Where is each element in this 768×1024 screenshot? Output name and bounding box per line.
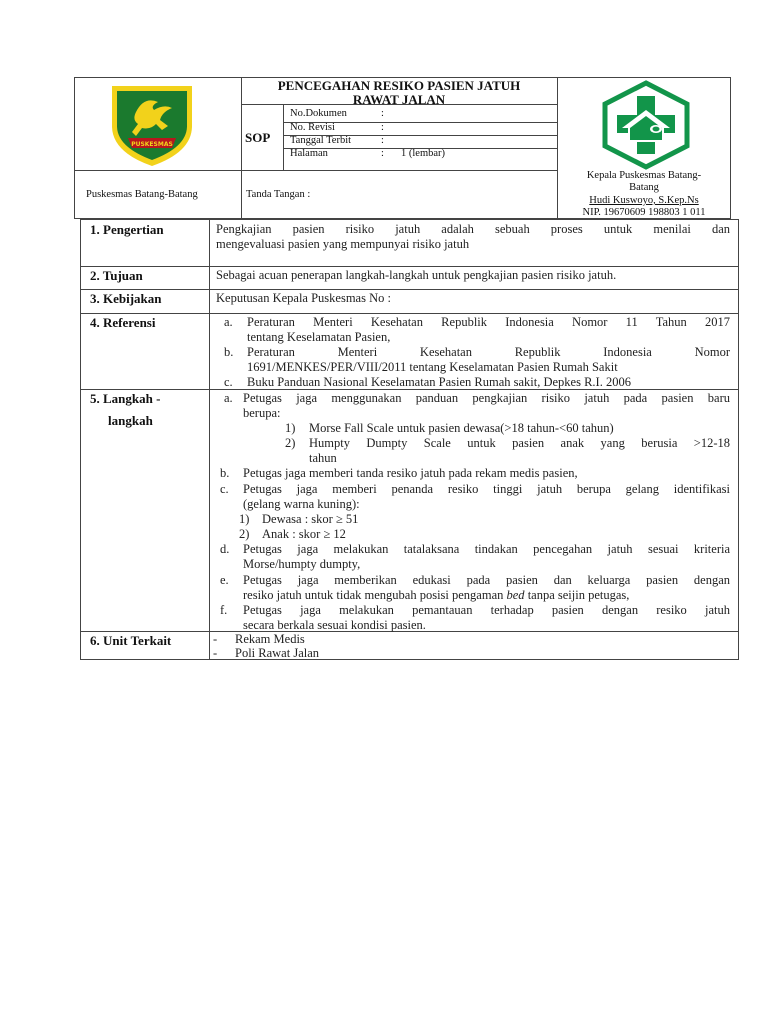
langkah-sub-marker: 2) bbox=[239, 527, 250, 541]
langkah-line: (gelang warna kuning): bbox=[243, 497, 360, 511]
document-title-line2: RAWAT JALAN bbox=[352, 92, 446, 107]
referensi-item-line: Peraturan Menteri Kesehatan Republik Indonesia Nomor 11 Tahun 2017 bbox=[247, 315, 730, 329]
langkah-marker: d. bbox=[220, 542, 230, 556]
referensi-marker: c. bbox=[224, 375, 233, 389]
unit-marker: - bbox=[213, 632, 218, 646]
head-title-line1: Kepala Puskesmas Batang- bbox=[586, 170, 702, 181]
langkah-sub-line: Dewasa : skor ≥ 51 bbox=[262, 512, 359, 526]
langkah-line bbox=[243, 588, 629, 603]
pengertian-line: mengevaluasi pasien yang mempunyai risiko jatuh bbox=[216, 237, 470, 251]
referensi-item-line: Buku Panduan Nasional Keselamatan Pasien Rumah sakit, Depkes R.I. 2006 bbox=[247, 375, 631, 389]
langkah-line: berupa: bbox=[243, 406, 281, 420]
signature-label: Tanda Tangan : bbox=[246, 189, 311, 200]
langkah-line-part: tanpa seijin petugas, bbox=[524, 588, 630, 602]
langkah-line: Petugas jaga memberi penanda resiko tinggi jatuh berupa gelang identifikasi bbox=[243, 482, 730, 496]
svg-text:PUSKESMAS: PUSKESMAS bbox=[131, 141, 173, 148]
section-label-kebijakan: 3. Kebijakan bbox=[90, 291, 162, 306]
pengertian-line: Pengkajian pasien risiko jatuh adalah sebuah proses untuk menilai dan bbox=[216, 222, 730, 236]
unit-marker: - bbox=[213, 646, 218, 660]
section-label-unit-terkait: 6. Unit Terkait bbox=[90, 633, 172, 648]
meta-label-no-dokumen: No.Dokumen bbox=[290, 108, 347, 119]
meta-sep: : bbox=[381, 148, 384, 159]
meta-sep: : bbox=[381, 122, 384, 133]
langkah-sub-line: tahun bbox=[309, 451, 337, 465]
meta-sep: : bbox=[381, 108, 384, 119]
langkah-marker: c. bbox=[220, 482, 229, 496]
section-label-pengertian: 1. Pengertian bbox=[90, 222, 164, 237]
langkah-marker: b. bbox=[220, 466, 230, 480]
section-label-referensi: 4. Referensi bbox=[90, 315, 156, 330]
langkah-marker: f. bbox=[220, 603, 228, 617]
langkah-sub-line: Anak : skor ≥ 12 bbox=[262, 527, 346, 541]
kebijakan-text: Keputusan Kepala Puskesmas No : bbox=[216, 291, 391, 305]
meta-label-halaman: Halaman bbox=[290, 148, 328, 159]
langkah-line: Petugas jaga melakukan pemantauan terhadap pasien dengan resiko jatuh bbox=[243, 603, 730, 617]
langkah-line-part: resiko jatuh untuk tidak mengubah posisi pengaman bbox=[243, 588, 507, 602]
tujuan-text: Sebagai acuan penerapan langkah-langkah untuk pengkajian pasien risiko jatuh. bbox=[216, 268, 617, 282]
langkah-marker: a. bbox=[224, 391, 233, 405]
meta-label-tanggal-terbit: Tanggal Terbit bbox=[290, 135, 352, 146]
langkah-line: Petugas jaga memberikan edukasi pada pasien dan keluarga pasien dengan bbox=[243, 573, 730, 587]
section-label-langkah: 5. Langkah - bbox=[90, 391, 161, 406]
puskesmas-name: Puskesmas Batang-Batang bbox=[86, 189, 198, 200]
referensi-marker: b. bbox=[224, 345, 234, 359]
langkah-line: secara berkala sesuai kondisi pasien. bbox=[243, 618, 426, 632]
langkah-line: Petugas jaga menggunakan panduan pengkajian risiko jatuh pada pasien baru bbox=[243, 391, 730, 405]
langkah-sub-marker: 1) bbox=[239, 512, 250, 526]
langkah-marker: e. bbox=[220, 573, 229, 587]
langkah-line: Petugas jaga melakukan tatalaksana tindakan pencegahan jatuh sesuai kriteria bbox=[243, 542, 730, 556]
langkah-sub-line: Morse Fall Scale untuk pasien dewasa(>18 tahun-<60 tahun) bbox=[309, 421, 614, 435]
document-title-line1: PENCEGAHAN RESIKO PASIEN JATUH bbox=[277, 78, 521, 93]
head-title-line2: Batang bbox=[629, 182, 659, 193]
meta-label-no-revisi: No. Revisi bbox=[290, 122, 335, 133]
section-label-tujuan: 2. Tujuan bbox=[90, 268, 143, 283]
unit-item: Poli Rawat Jalan bbox=[235, 646, 320, 660]
langkah-line: Morse/humpty dumpty, bbox=[243, 557, 361, 571]
langkah-sub-marker: 1) bbox=[285, 421, 296, 435]
referensi-marker: a. bbox=[224, 315, 233, 329]
referensi-item-line: tentang Keselamatan Pasien, bbox=[247, 330, 391, 344]
referensi-item-line: Peraturan Menteri Kesehatan Republik Indonesia Nomor bbox=[247, 345, 730, 359]
langkah-line-emphasis: bed bbox=[506, 588, 525, 602]
langkah-sub-marker: 2) bbox=[285, 436, 296, 450]
meta-value-halaman: 1 (lembar) bbox=[401, 148, 446, 159]
meta-sep: : bbox=[381, 135, 384, 146]
puskesmas-shield-logo bbox=[106, 82, 198, 168]
langkah-line: Petugas jaga memberi tanda resiko jatuh pada rekam medis pasien, bbox=[243, 466, 578, 480]
unit-item: Rekam Medis bbox=[235, 632, 305, 646]
head-nip: NIP. 19670609 198803 1 011 bbox=[582, 207, 706, 218]
referensi-item-line: 1691/MENKES/PER/VIII/2011 tentang Keselamatan Pasien Rumah Sakit bbox=[247, 360, 618, 374]
langkah-sub-line: Humpty Dumpty Scale untuk pasien anak yang berusia >12-18 bbox=[309, 436, 730, 450]
sop-label: SOP bbox=[245, 130, 271, 145]
health-cross-logo bbox=[600, 80, 692, 170]
head-name: Hudi Kuswoyo, S.Kep.Ns bbox=[589, 195, 699, 206]
section-label-langkah-cont: langkah bbox=[108, 413, 153, 428]
